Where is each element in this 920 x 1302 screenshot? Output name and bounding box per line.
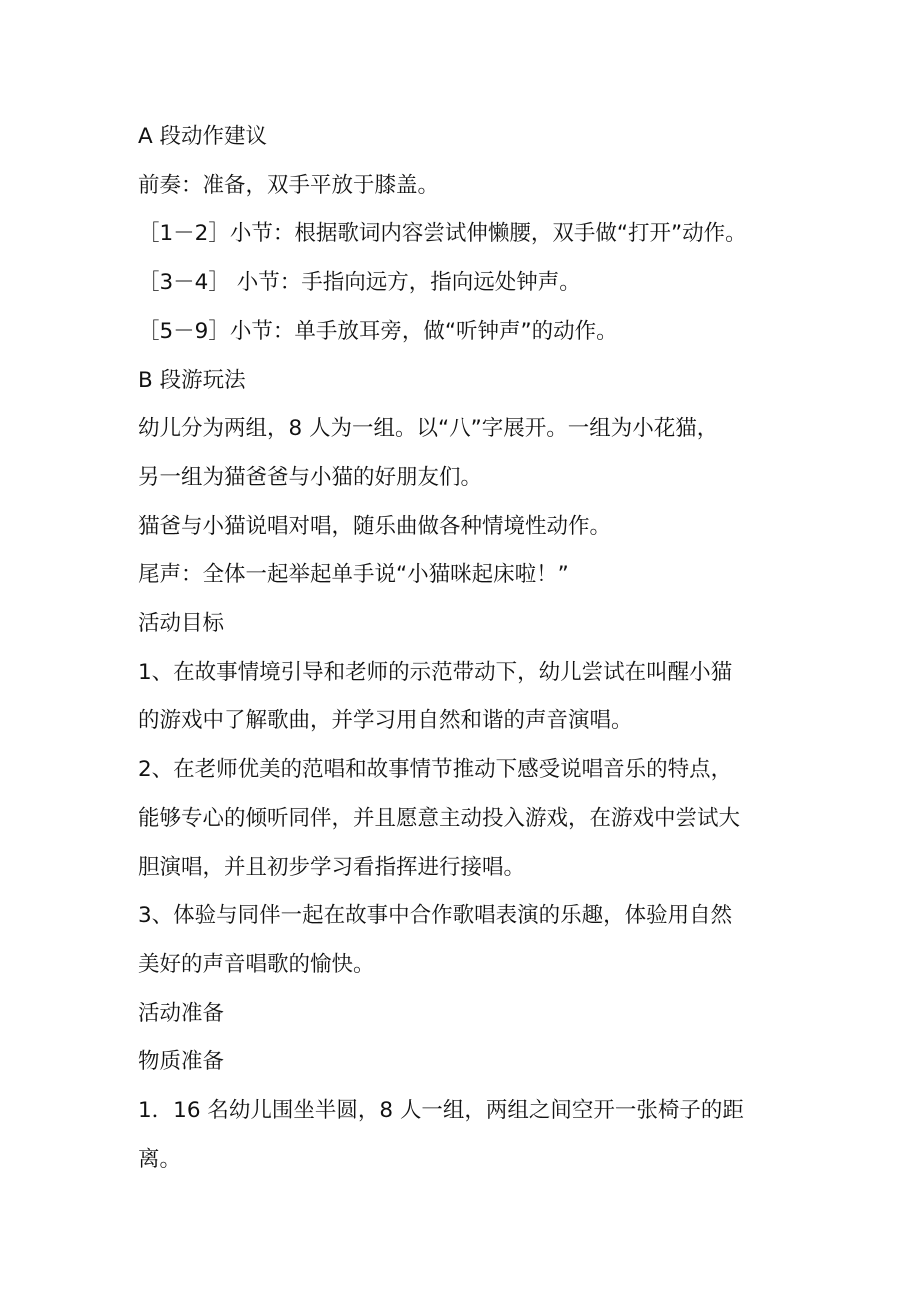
goal-3-line-1: 3、体验与同伴一起在故事中合作歌唱表演的乐趣，体验用自然 [138,903,733,929]
heading-a-section-actions: A 段动作建议 [138,124,268,149]
heading-activity-goals: 活动目标 [138,611,225,637]
prep-1-line-1: 1．16 名幼儿围坐半圆，8 人一组，两组之间空开一张椅子的距 [138,1098,744,1124]
goal-1-line-1: 1、在故事情境引导和老师的示范带动下，幼儿尝试在叫醒小猫 [138,659,733,685]
prep-1-line-2: 离。 [138,1146,182,1172]
goal-2-line-2: 能够专心的倾听同伴，并且愿意主动投入游戏，在游戏中尝试大 [138,805,741,831]
heading-b-section-play: B 段游玩法 [138,367,246,393]
heading-activity-preparation: 活动准备 [138,1000,225,1026]
document-body [138,113,788,1184]
paragraph-bars-3-4: ［3－4］ 小节：手指向远方，指向远处钟声。 [138,270,581,296]
goal-1-line-2: 的游戏中了解歌曲，并学习用自然和谐的声音演唱。 [138,708,633,734]
goal-2-line-3: 胆演唱，并且初步学习看指挥进行接唱。 [138,854,526,880]
paragraph-grouping-line-2: 另一组为猫爸爸与小猫的好朋友们。 [138,464,483,490]
paragraph-bars-5-9: ［5－9］小节：单手放耳旁，做“听钟声”的动作。 [138,318,618,344]
paragraph-duet: 猫爸与小猫说唱对唱，随乐曲做各种情境性动作。 [138,513,612,539]
goal-2-line-1: 2、在老师优美的范唱和故事情节推动下感受说唱音乐的特点， [138,757,733,783]
goal-3-line-2: 美好的声音唱歌的愉快。 [138,951,375,977]
paragraph-bars-1-2: ［1－2］小节：根据歌词内容尝试伸懒腰，双手做“打开”动作。 [138,221,747,247]
paragraph-ending: 尾声：全体一起举起单手说“小猫咪起床啦！” [138,562,569,588]
paragraph-grouping-line-1: 幼儿分为两组，8 人为一组。以“八”字展开。一组为小花猫， [138,416,719,442]
paragraph-prelude: 前奏：准备，双手平放于膝盖。 [138,172,440,198]
heading-material-preparation: 物质准备 [138,1049,225,1075]
